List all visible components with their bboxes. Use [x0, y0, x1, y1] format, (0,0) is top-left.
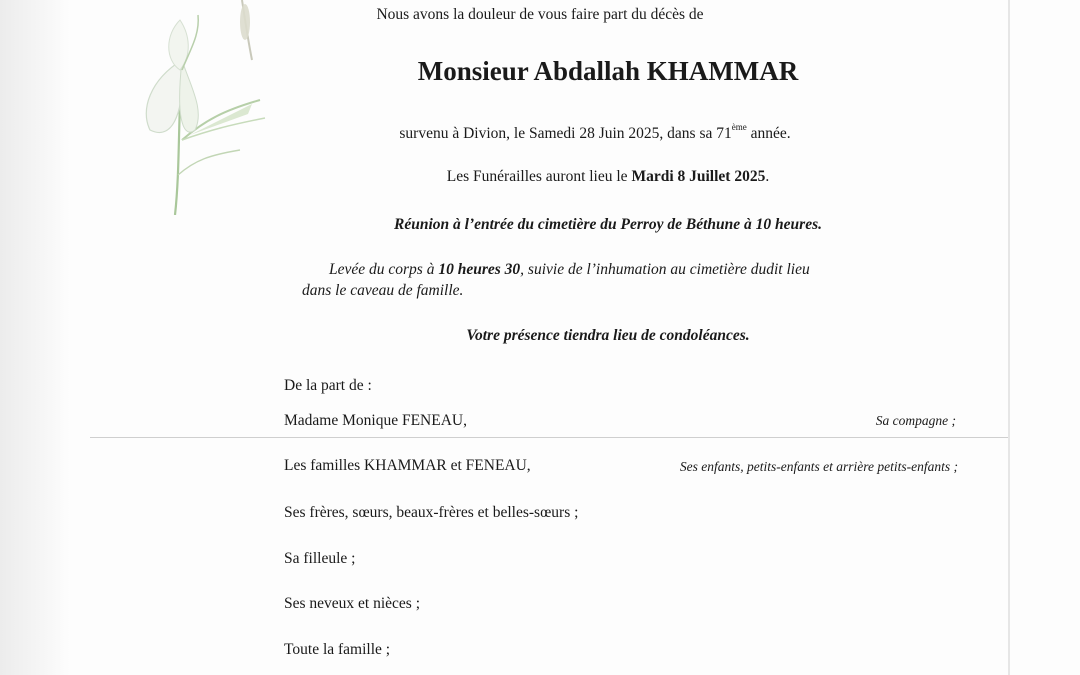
death-line-end: année.	[746, 125, 791, 142]
death-line-text: survenu à Divion, le Samedi 28 Juin 2025, dans sa 71	[399, 125, 732, 142]
levee-text: Levée du corps à	[329, 261, 439, 278]
family-entry-name: Ses neveux et nièces ;	[284, 595, 421, 612]
family-entry-name: Toute la famille ;	[284, 641, 391, 658]
funeral-line	[0, 168, 1080, 186]
family-heading: De la part de :	[284, 377, 372, 394]
intro-text: Nous avons la douleur de vous faire part du décès de	[376, 6, 704, 23]
death-line-superscript: ème	[731, 122, 747, 132]
deceased-name: Monsieur Abdallah KHAMMAR	[417, 56, 799, 86]
funeral-date: Mardi 8 Juillet 2025	[631, 168, 766, 185]
family-entry-role: Sa compagne ;	[875, 413, 956, 428]
family-entry-name: Les familles KHAMMAR et FENEAU,	[284, 457, 531, 474]
levee-text-end: , suivie de l’inhumation au cimetière dudit lieu	[520, 261, 810, 278]
family-entry-role: Ses enfants, petits-enfants et arrière petits-enfants ;	[679, 459, 958, 474]
funeral-line-text: Les Funérailles auront lieu le	[446, 168, 632, 185]
levee-line-2: dans le caveau de famille.	[302, 282, 464, 299]
family-entry-name: Madame Monique FENEAU,	[284, 412, 467, 429]
meeting-line: Réunion à l’entrée du cimetière du Perroy de Béthune à 10 heures.	[394, 216, 822, 233]
fold-line	[90, 437, 1008, 438]
presence-line: Votre présence tiendra lieu de condoléances.	[466, 327, 750, 344]
levee-time: 10 heures 30	[438, 261, 521, 278]
family-entry-name: Ses frères, sœurs, beaux-frères et belles-sœurs ;	[284, 504, 579, 521]
death-line	[0, 122, 1080, 143]
levee-line	[329, 261, 810, 279]
funeral-line-end: .	[765, 168, 770, 185]
family-entry-name: Sa filleule ;	[284, 550, 356, 567]
